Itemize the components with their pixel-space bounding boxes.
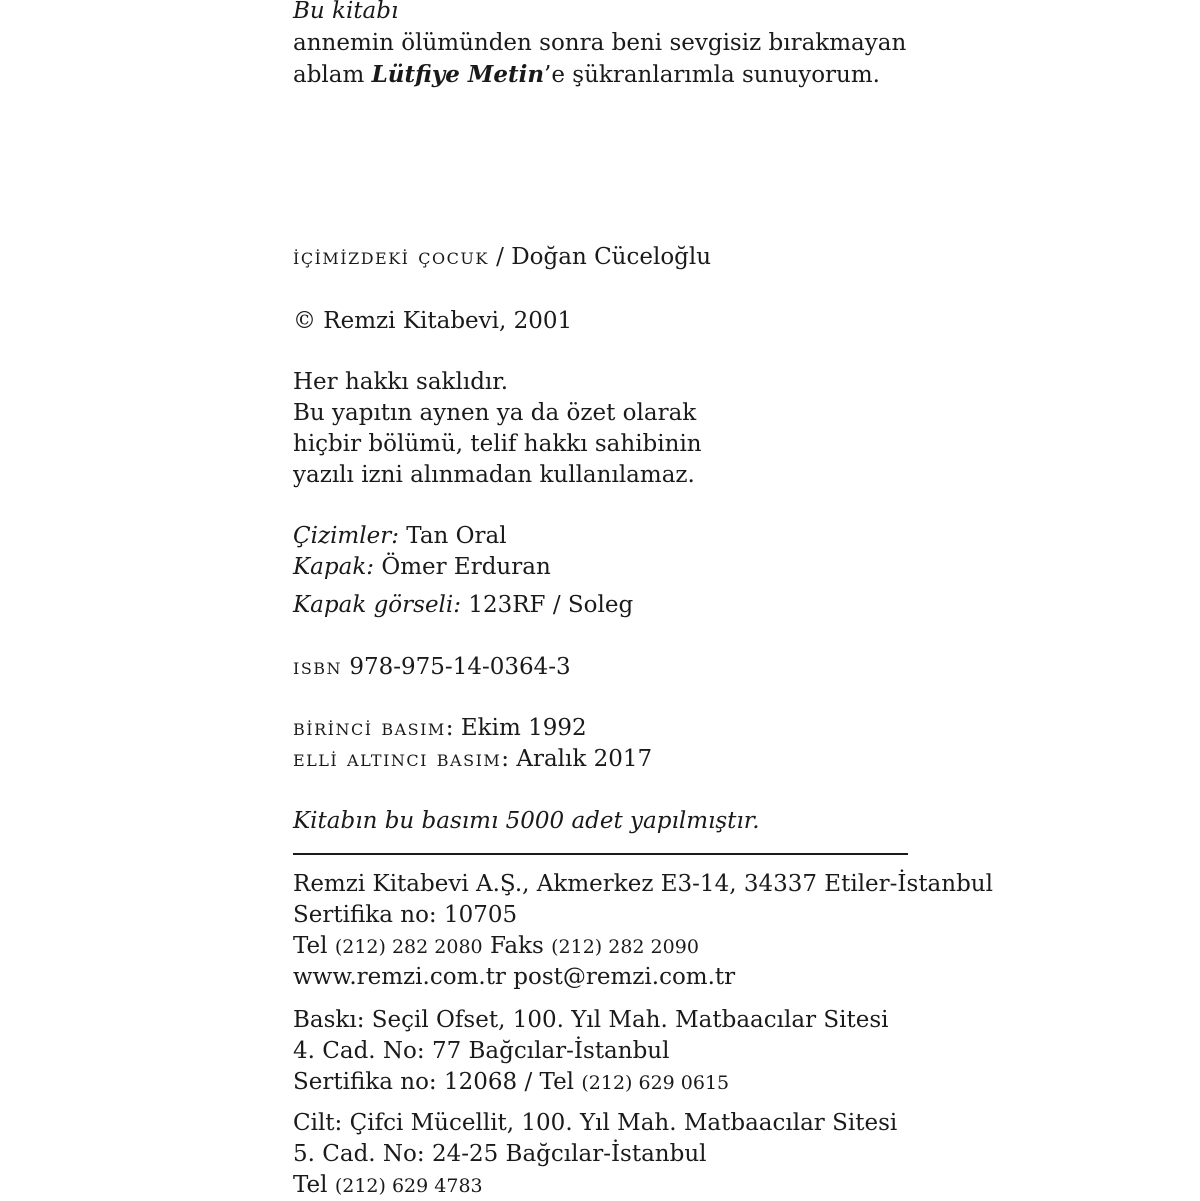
rights-line-2: Bu yapıtın aynen ya da özet olarak	[293, 400, 697, 426]
title-separator: /	[488, 244, 512, 270]
credit-cover-label: Kapak:	[293, 554, 375, 580]
dedication-name: Lütfiye Metin	[371, 61, 545, 88]
current-edition-label: elli̇ altinci basim	[293, 746, 502, 772]
credit-cover	[293, 552, 551, 582]
author-name: Doğan Cüceloğlu	[511, 244, 712, 270]
publisher-fax-number: (212) 282 2090	[551, 936, 699, 958]
copyright-notice: © Remzi Kitabevi, 2001	[293, 308, 573, 334]
printing-line-3	[293, 1067, 729, 1098]
isbn-line	[293, 652, 571, 682]
rights-line-3: hiçbir bölümü, telif hakkı sahibinin	[293, 431, 702, 457]
section-divider	[293, 853, 908, 855]
dedication-suffix: ’e şükranlarımla sunuyorum.	[544, 62, 880, 88]
printing-phone: (212) 629 0615	[581, 1072, 730, 1094]
publisher-tel-number: (212) 282 2080	[334, 936, 483, 958]
publisher-phone-line	[293, 931, 699, 962]
binding-tel-label: Tel	[293, 1172, 328, 1198]
current-edition-date: Aralık 2017	[516, 746, 653, 772]
current-edition: elli̇ altinci basim: Aralık 2017	[293, 746, 653, 772]
printing-line-1: Baskı: Seçil Ofset, 100. Yıl Mah. Matbaacılar Sitesi	[293, 1007, 889, 1033]
rights-line-4: yazılı izni alınmadan kullanılamaz.	[293, 462, 695, 488]
isbn-label: isbn	[293, 654, 343, 680]
book-title: i̇çi̇mi̇zdeki̇ çocuk	[293, 244, 489, 270]
credit-cover-value: Ömer Erduran	[381, 554, 551, 580]
credit-illustrations-value: Tan Oral	[406, 523, 507, 549]
printing-certificate: Sertifika no: 12068 / Tel	[293, 1069, 575, 1095]
credit-cover-image-label: Kapak görseli:	[293, 592, 462, 618]
publisher-web-line	[293, 962, 735, 992]
dedication-line-3	[293, 60, 880, 90]
publisher-certificate: Sertifika no: 10705	[293, 902, 518, 928]
rights-line-1: Her hakkı saklıdır.	[293, 369, 509, 395]
credit-illustrations	[293, 521, 507, 551]
colophon-page	[293, 0, 1173, 1200]
publisher-tel-label: Tel	[293, 933, 328, 959]
isbn-value: 978-975-14-0364-3	[349, 654, 571, 680]
credit-cover-image	[293, 590, 633, 620]
publisher-fax-label: Faks	[489, 933, 544, 959]
binding-line-1: Cilt: Çifci Mücellit, 100. Yıl Mah. Matbaacılar Sitesi	[293, 1110, 898, 1136]
credit-cover-image-value: 123RF / Soleg	[468, 592, 634, 618]
dedication-line-1: Bu kitabı	[293, 0, 399, 24]
first-edition: bi̇ri̇nci̇ basim: Ekim 1992	[293, 715, 587, 741]
first-edition-date: Ekim 1992	[460, 715, 587, 741]
first-edition-label: bi̇ri̇nci̇ basim	[293, 715, 446, 741]
publisher-website: www.remzi.com.tr	[293, 964, 506, 990]
dedication-line-2: annemin ölümünden sonra beni sevgisiz bırakmayan	[293, 30, 907, 56]
dedication-prefix: ablam	[293, 62, 372, 88]
print-run-note: Kitabın bu basımı 5000 adet yapılmıştır.	[293, 808, 760, 834]
credit-illustrations-label: Çizimler:	[293, 523, 399, 549]
printing-line-2: 4. Cad. No: 77 Bağcılar-İstanbul	[293, 1038, 670, 1064]
publisher-address: Remzi Kitabevi A.Ş., Akmerkez E3-14, 34337 Etiler-İstanbul	[293, 871, 993, 897]
binding-line-3	[293, 1170, 483, 1201]
book-title-line	[293, 242, 711, 272]
publisher-email: post@remzi.com.tr	[513, 964, 736, 990]
binding-phone: (212) 629 4783	[334, 1175, 483, 1197]
binding-line-2: 5. Cad. No: 24-25 Bağcılar-İstanbul	[293, 1141, 707, 1167]
